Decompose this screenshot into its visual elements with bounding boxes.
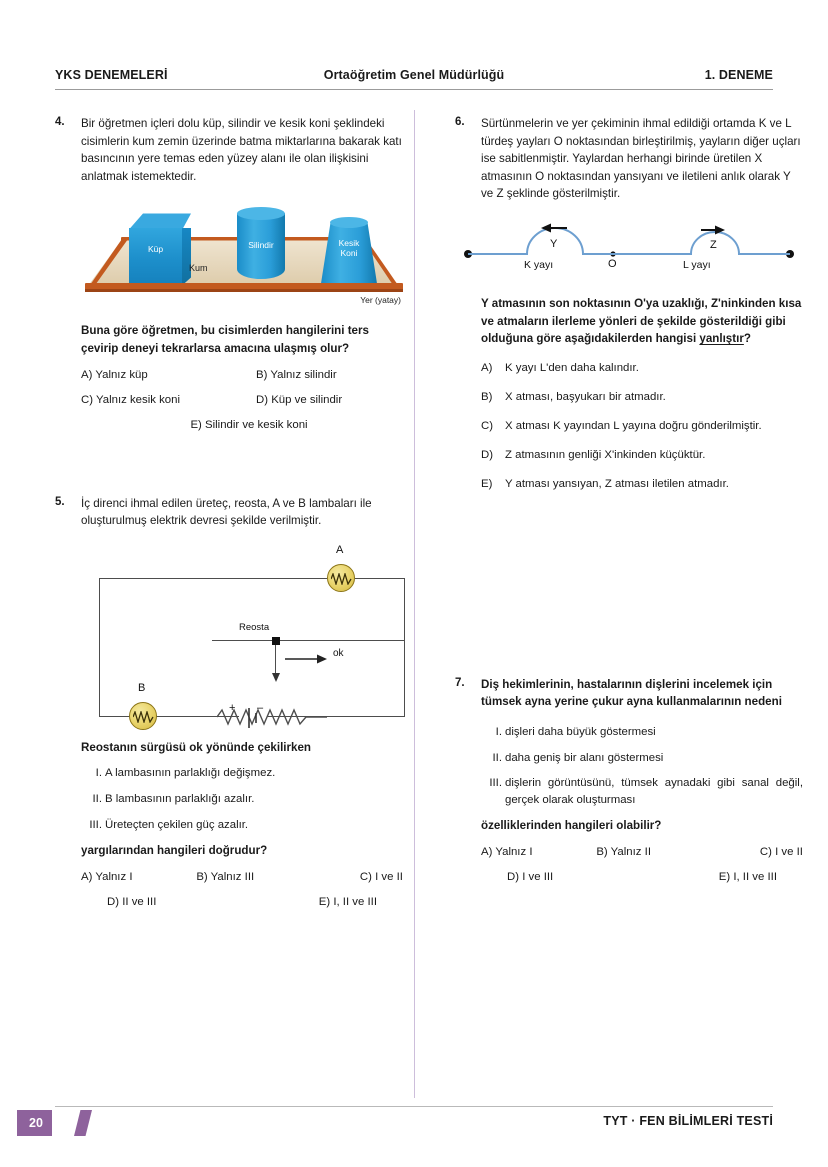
- footer-test-name: TYT · FEN BİLİMLERİ TESTİ: [603, 1114, 773, 1128]
- roman-7-III: III. dişlerin görüntüsünü, tümsek aynadaki gibi sanal değil, gerçek olarak oluşturması: [489, 777, 803, 806]
- option-5-D[interactable]: D) II ve III: [107, 895, 157, 908]
- page-badge-accent: [74, 1110, 92, 1136]
- question-5: [55, 495, 403, 908]
- option-5-E[interactable]: E) I, II ve III: [318, 895, 377, 908]
- question-7-number: 7.: [455, 676, 465, 689]
- spring-l-label: L yayı: [683, 259, 711, 272]
- footer-divider: [55, 1106, 773, 1107]
- circuit-right-wire: [404, 578, 405, 717]
- question-7-romans: [481, 724, 803, 808]
- option-7-C[interactable]: C) I ve II: [759, 845, 803, 858]
- option-7-E[interactable]: E) I, II ve III: [718, 870, 777, 883]
- lamp-b-label: B: [138, 681, 146, 694]
- cube-label: Küp: [147, 244, 164, 255]
- cube-front-face: [129, 228, 182, 285]
- option-6-C[interactable]: C) X atması K yayından L yayına doğru gönderilmiştir.: [481, 419, 762, 432]
- question-5-number: 5.: [55, 495, 65, 508]
- slider-arrowhead-icon: [271, 672, 281, 682]
- question-5-closing: yargılarından hangileri doğrudur?: [81, 844, 268, 858]
- tray-front-shadow: [85, 289, 403, 292]
- pulse-z-label: Z: [710, 239, 717, 252]
- spring-line: [468, 228, 790, 254]
- question-7-stem: Diş hekimlerinin, hastalarının dişlerini incelemek için tümsek ayna yerine çukur ayna kullanmalarının nedeni: [481, 677, 782, 709]
- question-4-figure: [81, 199, 407, 314]
- right-column: [455, 115, 803, 896]
- page-header: [55, 68, 773, 82]
- rheostat-slider-rail: [212, 640, 404, 641]
- option-6-A[interactable]: A) K yayı L'den daha kalındır.: [481, 361, 639, 374]
- cylinder-label: Silindir: [248, 240, 274, 251]
- rheostat-label: Reosta: [239, 621, 270, 633]
- point-o-label: O: [608, 258, 617, 271]
- cube-top-face: [129, 213, 191, 229]
- header-right-title: 1. DENEME: [704, 68, 773, 82]
- option-6-E[interactable]: E) Y atması yansıyan, Z atması iletilen atmadır.: [481, 477, 729, 490]
- sand-label: Kum: [189, 263, 208, 274]
- question-7-closing: özelliklerinden hangileri olabilir?: [481, 819, 662, 833]
- question-6: [455, 115, 803, 490]
- roman-5-II: II. B lambasının parlaklığı azalır.: [92, 793, 255, 806]
- cube-side-face: [182, 228, 191, 285]
- question-5-romans: [81, 765, 403, 833]
- rheostat-slider-stem: [275, 642, 276, 676]
- question-5-options: [81, 871, 403, 908]
- option-4-C[interactable]: C) Yalnız kesik koni: [81, 393, 180, 406]
- option-4-A[interactable]: A) Yalnız küp: [81, 368, 148, 381]
- header-center-title: Ortaöğretim Genel Müdürlüğü: [323, 68, 505, 82]
- option-4-D[interactable]: D) Küp ve silindir: [256, 393, 343, 406]
- question-6-number: 6.: [455, 116, 465, 128]
- roman-5-III: III. Üreteçten çekilen güç azalır.: [89, 818, 249, 831]
- lamp-filament-icon: [331, 573, 353, 585]
- lamp-a: [327, 564, 355, 592]
- question-6-paragraph: Sürtünmelerin ve yer çekiminin ihmal edildiği ortamda K ve L türdeş yayları O noktasından birleştirilmiş, yayların diğer uçları ise sabitlenmiştir. Yaylardan herhangi birinde üretilen X atmasının O noktasından yansıyanı ve iletileni anlık olarak Y ve Z şeklinde gösterilmiştir.: [481, 117, 801, 201]
- option-6-B[interactable]: B) X atması, başyukarı bir atmadır.: [481, 390, 666, 403]
- left-column: [55, 115, 403, 921]
- option-4-B[interactable]: B) Yalnız silindir: [256, 368, 337, 381]
- header-divider: [55, 89, 773, 90]
- cone-label: Kesik Koni: [338, 238, 360, 259]
- page-number-badge: 20: [17, 1110, 52, 1136]
- question-5-paragraph: İç direnci ihmal edilen üreteç, reosta, A ve B lambaları ile oluşturulmuş elektrik devresi şekilde verilmiştir.: [81, 496, 372, 528]
- question-6-stem: [481, 295, 803, 348]
- option-7-B[interactable]: B) Yalnız II: [596, 845, 651, 858]
- question-5-figure: [77, 542, 407, 727]
- rheostat-slider-knob[interactable]: [272, 637, 280, 645]
- option-7-D[interactable]: D) I ve III: [507, 870, 554, 883]
- option-5-A[interactable]: A) Yalnız I: [81, 870, 133, 883]
- question-6-stem-part1: Y atmasının son noktasının O'ya uzaklığı, Z'ninkinden kısa ve atmaların ilerleme yönleri de şekilde gösterildiği gibi olduğuna göre aşağıdakilerden hangisi: [481, 297, 802, 346]
- pulse-y-label: Y: [550, 238, 558, 251]
- option-4-E[interactable]: E) Silindir ve kesik koni: [190, 418, 308, 431]
- question-6-stem-part2: ?: [743, 332, 751, 346]
- question-7: [455, 676, 803, 883]
- roman-7-I: I. dişleri daha büyük göstermesi: [495, 726, 656, 739]
- circuit-top-wire-right: [355, 578, 405, 579]
- roman-5-I: I. A lambasının parlaklığı değişmez.: [95, 767, 276, 780]
- battery-plus-label: +: [229, 701, 236, 714]
- question-6-figure: [461, 217, 797, 279]
- question-4-stem: Buna göre öğretmen, bu cisimlerden hangilerini ters çevirip deneyi tekrarlarsa amacına ulaşmış olur?: [81, 324, 369, 356]
- cylinder-solid: [237, 207, 285, 285]
- question-7-options: [481, 846, 803, 883]
- question-4-paragraph: Bir öğretmen içleri dolu küp, silindir ve kesik koni şeklindeki cisimlerin kum zemin üzerinde batma miktarlarına bakarak katı basıncının yere temas eden yüzey alanı ile olan ilişkisini anlatmak istemektedir.: [81, 117, 402, 183]
- question-4-options: [81, 369, 403, 431]
- option-7-A[interactable]: A) Yalnız I: [481, 845, 533, 858]
- spring-pulse-diagram: [461, 217, 797, 265]
- question-6-stem-underlined: yanlıştır: [699, 332, 744, 346]
- cube-solid: [129, 213, 191, 285]
- battery-minus-label: –: [257, 701, 264, 714]
- ground-label: Yer (yatay): [360, 295, 401, 306]
- lamp-a-label: A: [336, 543, 344, 556]
- question-5-stem: Reostanın sürgüsü ok yönünde çekilirken: [81, 740, 311, 754]
- option-5-B[interactable]: B) Yalnız III: [196, 870, 255, 883]
- question-6-options: [481, 362, 803, 490]
- lamp-filament-icon: [133, 711, 155, 723]
- ok-direction-arrow-icon: [285, 653, 329, 665]
- ok-label: ok: [333, 647, 344, 659]
- option-5-C[interactable]: C) I ve II: [359, 870, 403, 883]
- header-left-title: YKS DENEMELERİ: [55, 68, 168, 82]
- question-4-number: 4.: [55, 116, 65, 128]
- circuit-left-wire: [99, 578, 100, 717]
- lamp-b: [129, 702, 157, 730]
- roman-7-II: II. daha geniş bir alanı göstermesi: [492, 751, 664, 764]
- column-divider: [414, 110, 415, 1098]
- circuit-top-wire-left: [99, 578, 327, 579]
- truncated-cone-solid: [321, 217, 377, 285]
- spring-k-label: K yayı: [524, 259, 554, 272]
- question-4: [55, 115, 403, 431]
- option-6-D[interactable]: D) Z atmasının genliği X'inkinden küçüktür.: [481, 448, 706, 461]
